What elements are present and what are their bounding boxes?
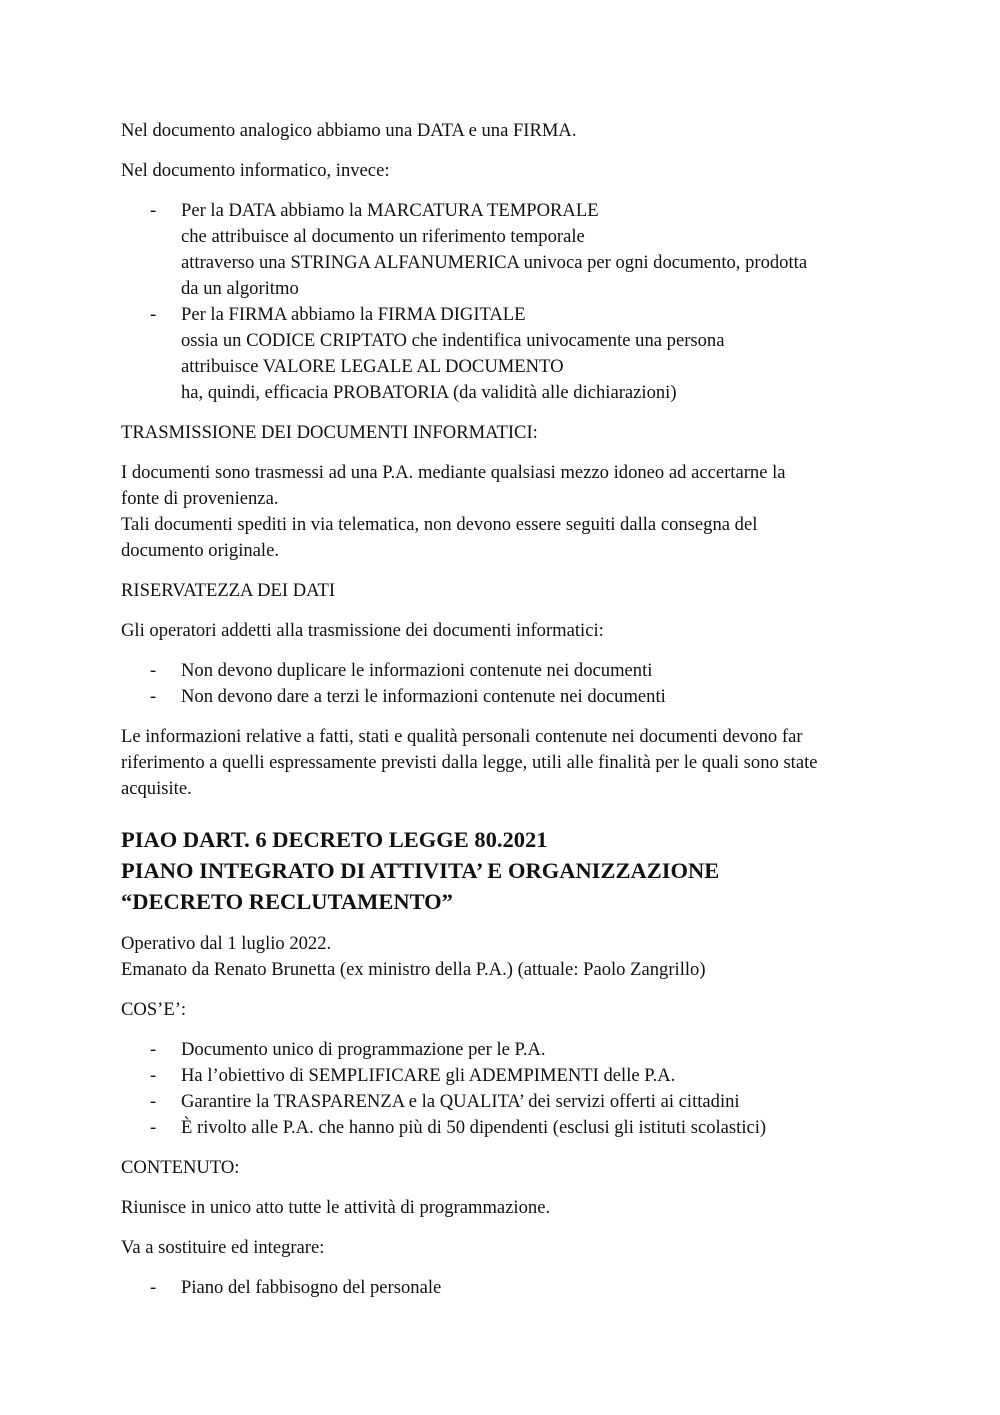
heading-piao bbox=[121, 824, 881, 917]
paragraph-digital-document: Nel documento informatico, invece: bbox=[121, 160, 390, 181]
list-item bbox=[121, 1275, 881, 1301]
text-line: acquisite. bbox=[121, 778, 192, 799]
text-line: Le informazioni relative a fatti, stati e qualità personali contenute nei documenti devono far bbox=[121, 726, 803, 747]
paragraph-operatori: Gli operatori addetti alla trasmissione dei documenti informatici: bbox=[121, 620, 604, 641]
list-line: attribuisce VALORE LEGALE AL DOCUMENTO bbox=[181, 356, 564, 377]
paragraph-trasmissione bbox=[121, 460, 881, 564]
dash-bullet: - bbox=[150, 1117, 157, 1138]
paragraph-sostituire: Va a sostituire ed integrare: bbox=[121, 1237, 325, 1258]
paragraph-riunisce: Riunisce in unico atto tutte le attività di programmazione. bbox=[121, 1197, 551, 1218]
section-title-trasmissione: TRASMISSIONE DEI DOCUMENTI INFORMATICI: bbox=[121, 422, 538, 443]
section-title-riservatezza: RISERVATEZZA DEI DATI bbox=[121, 580, 336, 601]
paragraph-operativo bbox=[121, 931, 881, 983]
list-line: Piano del fabbisogno del personale bbox=[181, 1277, 442, 1298]
text-line: Emanato da Renato Brunetta (ex ministro della P.A.) (attuale: Paolo Zangrillo) bbox=[121, 959, 706, 980]
list-line: Garantire la TRASPARENZA e la QUALITA’ dei servizi offerti ai cittadini bbox=[181, 1091, 740, 1112]
dash-bullet: - bbox=[150, 304, 157, 325]
heading-line: “DECRETO RECLUTAMENTO” bbox=[121, 889, 453, 914]
list-line: È rivolto alle P.A. che hanno più di 50 dipendenti (esclusi gli istituti scolastici) bbox=[181, 1117, 767, 1138]
heading-line: PIANO INTEGRATO DI ATTIVITA’ E ORGANIZZAZIONE bbox=[121, 858, 720, 883]
text-line: Tali documenti spediti in via telematica, non devono essere seguiti dalla consegna del bbox=[121, 514, 758, 535]
list-item bbox=[121, 1115, 881, 1141]
heading-line: PIAO DART. 6 DECRETO LEGGE 80.2021 bbox=[121, 827, 548, 852]
list-item bbox=[121, 198, 881, 302]
list-operatori bbox=[121, 658, 881, 710]
list-line: Ha l’obiettivo di SEMPLIFICARE gli ADEMPIMENTI delle P.A. bbox=[181, 1065, 676, 1086]
list-item bbox=[121, 658, 881, 684]
list-cose bbox=[121, 1037, 881, 1141]
dash-bullet: - bbox=[150, 1065, 157, 1086]
text-line: fonte di provenienza. bbox=[121, 488, 279, 509]
list-item bbox=[121, 1037, 881, 1063]
list-line: ha, quindi, efficacia PROBATORIA (da validità alle dichiarazioni) bbox=[181, 382, 677, 403]
list-item bbox=[121, 1063, 881, 1089]
dash-bullet: - bbox=[150, 200, 157, 221]
dash-bullet: - bbox=[150, 1091, 157, 1112]
text-line: Operativo dal 1 luglio 2022. bbox=[121, 933, 332, 954]
list-line: Per la FIRMA abbiamo la FIRMA DIGITALE bbox=[181, 304, 526, 325]
list-line: Per la DATA abbiamo la MARCATURA TEMPORALE bbox=[181, 200, 599, 221]
text-line: documento originale. bbox=[121, 540, 280, 561]
list-line: da un algoritmo bbox=[181, 278, 299, 299]
list-item bbox=[121, 684, 881, 710]
text-line: I documenti sono trasmessi ad una P.A. mediante qualsiasi mezzo idoneo ad accertarne la bbox=[121, 462, 786, 483]
dash-bullet: - bbox=[150, 1277, 157, 1298]
list-line: che attribuisce al documento un riferimento temporale bbox=[181, 226, 585, 247]
list-line: Non devono duplicare le informazioni contenute nei documenti bbox=[181, 660, 653, 681]
section-title-cose: COS’E’: bbox=[121, 999, 187, 1020]
list-line: attraverso una STRINGA ALFANUMERICA univoca per ogni documento, prodotta bbox=[181, 252, 808, 273]
list-line: Documento unico di programmazione per le P.A. bbox=[181, 1039, 546, 1060]
list-line: ossia un CODICE CRIPTATO che indentifica univocamente una persona bbox=[181, 330, 725, 351]
list-sostituire bbox=[121, 1275, 881, 1301]
dash-bullet: - bbox=[150, 1039, 157, 1060]
paragraph-analog-document: Nel documento analogico abbiamo una DATA e una FIRMA. bbox=[121, 120, 577, 141]
text-line: riferimento a quelli espressamente previsti dalla legge, utili alle finalità per le quali sono state bbox=[121, 752, 818, 773]
document-page bbox=[121, 118, 881, 1315]
list-item bbox=[121, 302, 881, 406]
section-title-contenuto: CONTENUTO: bbox=[121, 1157, 240, 1178]
list-line: Non devono dare a terzi le informazioni contenute nei documenti bbox=[181, 686, 666, 707]
list-data-firma bbox=[121, 198, 881, 406]
list-item bbox=[121, 1089, 881, 1115]
dash-bullet: - bbox=[150, 686, 157, 707]
paragraph-informazioni bbox=[121, 724, 881, 802]
dash-bullet: - bbox=[150, 660, 157, 681]
